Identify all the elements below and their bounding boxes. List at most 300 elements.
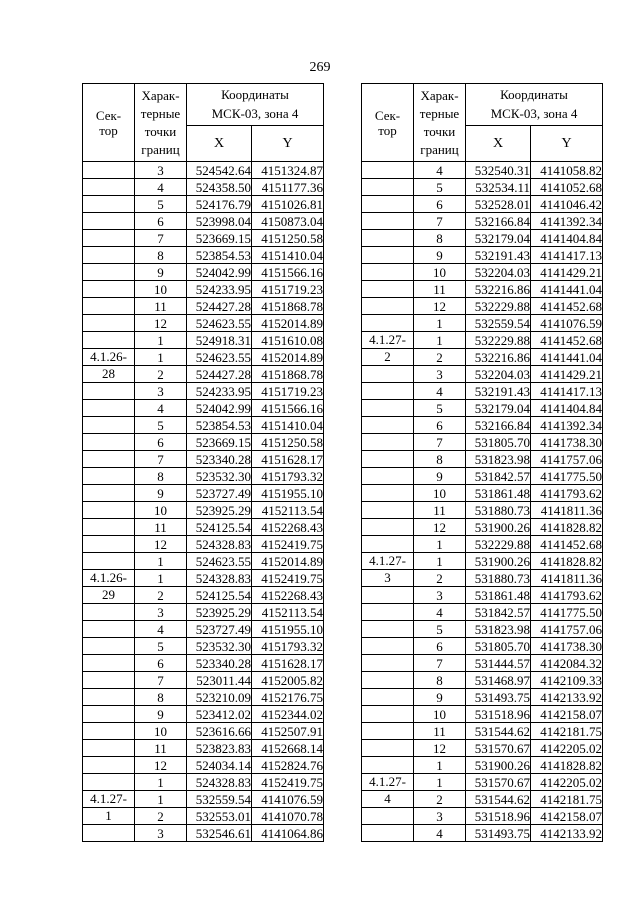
point-number-cell: 5 (135, 196, 187, 213)
y-coordinate-cell: 4151719.23 (252, 383, 324, 400)
table-row (83, 298, 324, 315)
table-row (83, 349, 324, 366)
y-coordinate-cell: 4151410.04 (252, 417, 324, 434)
y-coordinate-cell: 4141417.13 (531, 383, 603, 400)
point-number-cell: 9 (135, 485, 187, 502)
x-coordinate-cell: 524623.55 (187, 553, 252, 570)
coordinates-header (187, 84, 324, 126)
sector-label: 1 (105, 808, 112, 823)
sector-cell (362, 502, 414, 519)
point-number-cell: 1 (135, 570, 187, 587)
sector-cell (83, 655, 135, 672)
y-coordinate-cell: 4141811.36 (531, 570, 603, 587)
y-coordinate-cell: 4151955.10 (252, 621, 324, 638)
point-number-cell: 7 (414, 213, 466, 230)
point-number-cell: 3 (414, 587, 466, 604)
y-coordinate-cell: 4152005.82 (252, 672, 324, 689)
y-coordinate-cell: 4151793.32 (252, 638, 324, 655)
table-row (83, 621, 324, 638)
x-coordinate-cell: 524328.83 (187, 570, 252, 587)
table-row (83, 451, 324, 468)
point-number-cell: 8 (414, 230, 466, 247)
y-coordinate-cell: 4141441.04 (531, 349, 603, 366)
x-coordinate-cell: 532191.43 (466, 247, 531, 264)
y-coordinate-cell: 4151628.17 (252, 655, 324, 672)
y-coordinate-cell: 4142181.75 (531, 723, 603, 740)
points-header-line: Харак- (420, 87, 459, 103)
table-row (362, 655, 603, 672)
points-header (414, 84, 466, 162)
sector-label: 4.1.27- (369, 332, 406, 347)
table-row (83, 791, 324, 808)
table-row (83, 485, 324, 502)
point-number-cell: 10 (135, 502, 187, 519)
table-row (362, 587, 603, 604)
y-header: Y (252, 125, 324, 161)
x-coordinate-cell: 524542.64 (187, 162, 252, 179)
sector-cell (362, 740, 414, 757)
point-number-cell: 6 (135, 213, 187, 230)
x-coordinate-cell: 523011.44 (187, 672, 252, 689)
sector-cell (362, 400, 414, 417)
table-row (362, 604, 603, 621)
sector-cell (83, 315, 135, 332)
x-coordinate-cell: 524328.83 (187, 536, 252, 553)
x-coordinate-cell: 523210.09 (187, 689, 252, 706)
x-coordinate-cell: 532528.01 (466, 196, 531, 213)
sector-cell (362, 332, 414, 349)
point-number-cell: 1 (135, 349, 187, 366)
x-coordinate-cell: 524125.54 (187, 587, 252, 604)
point-number-cell: 3 (135, 383, 187, 400)
table-row (83, 519, 324, 536)
table-row (83, 706, 324, 723)
y-coordinate-cell: 4152419.75 (252, 536, 324, 553)
sector-label: 4.1.26- (90, 349, 127, 364)
sector-label: 29 (102, 587, 115, 602)
sector-cell (362, 757, 414, 774)
y-coordinate-cell: 4142133.92 (531, 825, 603, 842)
x-coordinate-cell: 532179.04 (466, 400, 531, 417)
x-coordinate-cell: 531468.97 (466, 672, 531, 689)
sector-cell (362, 315, 414, 332)
table-row (362, 791, 603, 808)
point-number-cell: 2 (414, 349, 466, 366)
point-number-cell: 4 (414, 383, 466, 400)
sector-cell (362, 417, 414, 434)
table-row (83, 825, 324, 842)
x-coordinate-cell: 523727.49 (187, 485, 252, 502)
point-number-cell: 1 (414, 774, 466, 791)
sector-cell (362, 672, 414, 689)
x-coordinate-cell: 523340.28 (187, 655, 252, 672)
coordinates-header (466, 84, 603, 126)
point-number-cell: 11 (135, 519, 187, 536)
point-number-cell: 10 (414, 264, 466, 281)
sector-cell (83, 774, 135, 791)
table-row (362, 434, 603, 451)
coordinates-header-line: МСК-03, зона 4 (211, 106, 299, 122)
point-number-cell: 7 (414, 655, 466, 672)
table-row (362, 417, 603, 434)
sector-cell (83, 417, 135, 434)
point-number-cell: 4 (135, 621, 187, 638)
points-header-line: терные (419, 105, 460, 121)
x-coordinate-cell: 524328.83 (187, 774, 252, 791)
x-coordinate-cell: 523669.15 (187, 434, 252, 451)
table-row (362, 468, 603, 485)
x-coordinate-cell: 524918.31 (187, 332, 252, 349)
x-coordinate-cell: 532179.04 (466, 230, 531, 247)
x-coordinate-cell: 524623.55 (187, 349, 252, 366)
coordinates-header-line: Координаты (500, 87, 568, 103)
table-row (83, 655, 324, 672)
sector-cell (362, 434, 414, 451)
table-row (83, 383, 324, 400)
sector-cell (362, 689, 414, 706)
point-number-cell: 2 (414, 570, 466, 587)
y-coordinate-cell: 4151250.58 (252, 434, 324, 451)
point-number-cell: 1 (135, 774, 187, 791)
x-coordinate-cell: 523340.28 (187, 451, 252, 468)
x-coordinate-cell: 524125.54 (187, 519, 252, 536)
table-row (362, 825, 603, 842)
table-row (83, 570, 324, 587)
point-number-cell: 9 (414, 468, 466, 485)
sector-cell (362, 230, 414, 247)
point-number-cell: 12 (135, 757, 187, 774)
x-coordinate-cell: 523925.29 (187, 502, 252, 519)
x-coordinate-cell: 531444.57 (466, 655, 531, 672)
points-header-line: границ (141, 141, 180, 157)
x-coordinate-cell: 524427.28 (187, 366, 252, 383)
sector-cell (83, 298, 135, 315)
x-coordinate-cell: 524427.28 (187, 298, 252, 315)
sector-cell (362, 247, 414, 264)
sector-header-line: Сек- (95, 107, 122, 123)
sector-cell (362, 485, 414, 502)
y-coordinate-cell: 4151566.16 (252, 264, 324, 281)
y-coordinate-cell: 4141404.84 (531, 230, 603, 247)
y-coordinate-cell: 4141392.34 (531, 213, 603, 230)
y-coordinate-cell: 4141052.68 (531, 179, 603, 196)
points-header-line: точки (423, 123, 456, 139)
sector-cell (362, 366, 414, 383)
y-coordinate-cell: 4141828.82 (531, 757, 603, 774)
point-number-cell: 7 (135, 672, 187, 689)
table-row (83, 638, 324, 655)
x-coordinate-cell: 532553.01 (187, 808, 252, 825)
y-coordinate-cell: 4152014.89 (252, 349, 324, 366)
table-row (362, 638, 603, 655)
sector-header-line: тор (378, 122, 397, 138)
x-coordinate-cell: 523854.53 (187, 417, 252, 434)
y-coordinate-cell: 4151868.78 (252, 298, 324, 315)
y-coordinate-cell: 4152268.43 (252, 519, 324, 536)
point-number-cell: 7 (135, 230, 187, 247)
sector-cell (83, 791, 135, 808)
sector-cell (362, 298, 414, 315)
table-row (83, 247, 324, 264)
sector-header-line: Сек- (374, 107, 401, 123)
point-number-cell: 5 (414, 621, 466, 638)
table-row (83, 502, 324, 519)
table-row (83, 689, 324, 706)
sector-cell (362, 281, 414, 298)
point-number-cell: 5 (414, 400, 466, 417)
x-coordinate-cell: 531900.26 (466, 553, 531, 570)
point-number-cell: 12 (414, 298, 466, 315)
table-row (362, 502, 603, 519)
point-number-cell: 1 (414, 332, 466, 349)
table-row (362, 281, 603, 298)
sector-cell (83, 213, 135, 230)
point-number-cell: 4 (414, 604, 466, 621)
y-coordinate-cell: 4151250.58 (252, 230, 324, 247)
x-coordinate-cell: 531805.70 (466, 638, 531, 655)
coordinates-header-line: МСК-03, зона 4 (490, 106, 578, 122)
point-number-cell: 2 (135, 808, 187, 825)
table-row (83, 264, 324, 281)
x-coordinate-cell: 532216.86 (466, 349, 531, 366)
x-coordinate-cell: 531880.73 (466, 570, 531, 587)
table-row (362, 757, 603, 774)
sector-cell (83, 281, 135, 298)
sector-cell (83, 332, 135, 349)
sector-cell (83, 264, 135, 281)
table-row (83, 213, 324, 230)
x-coordinate-cell: 523532.30 (187, 468, 252, 485)
y-coordinate-cell: 4141076.59 (531, 315, 603, 332)
point-number-cell: 9 (135, 264, 187, 281)
point-number-cell: 1 (414, 536, 466, 553)
point-number-cell: 8 (414, 672, 466, 689)
point-number-cell: 1 (414, 553, 466, 570)
sector-cell (362, 383, 414, 400)
x-coordinate-cell: 531570.67 (466, 774, 531, 791)
y-coordinate-cell: 4141452.68 (531, 536, 603, 553)
sector-cell (362, 621, 414, 638)
sector-cell (83, 723, 135, 740)
y-coordinate-cell: 4151719.23 (252, 281, 324, 298)
sector-cell (83, 383, 135, 400)
x-coordinate-cell: 532229.88 (466, 536, 531, 553)
y-coordinate-cell: 4141793.62 (531, 485, 603, 502)
table-row (83, 366, 324, 383)
table-row (83, 162, 324, 179)
table-row (362, 740, 603, 757)
points-header (135, 84, 187, 162)
table-row (83, 723, 324, 740)
table-row (83, 468, 324, 485)
sector-label: 4.1.27- (369, 774, 406, 789)
sector-cell (83, 179, 135, 196)
x-coordinate-cell: 531518.96 (466, 808, 531, 825)
point-number-cell: 11 (414, 281, 466, 298)
x-coordinate-cell: 524176.79 (187, 196, 252, 213)
table-row (83, 553, 324, 570)
sector-label: 4 (384, 791, 391, 806)
table-row (362, 366, 603, 383)
x-coordinate-cell: 531842.57 (466, 468, 531, 485)
y-coordinate-cell: 4152507.91 (252, 723, 324, 740)
point-number-cell: 4 (135, 400, 187, 417)
sector-cell (362, 655, 414, 672)
point-number-cell: 2 (414, 791, 466, 808)
sector-cell (362, 213, 414, 230)
point-number-cell: 5 (135, 638, 187, 655)
sector-cell (83, 485, 135, 502)
table-row (362, 723, 603, 740)
sector-header-line: тор (99, 122, 118, 138)
y-coordinate-cell: 4141076.59 (252, 791, 324, 808)
point-number-cell: 7 (135, 451, 187, 468)
table-row (83, 672, 324, 689)
y-coordinate-cell: 4141429.21 (531, 264, 603, 281)
x-coordinate-cell: 523532.30 (187, 638, 252, 655)
x-coordinate-cell: 531861.48 (466, 485, 531, 502)
point-number-cell: 4 (414, 162, 466, 179)
point-number-cell: 8 (135, 247, 187, 264)
table-row (362, 400, 603, 417)
y-coordinate-cell: 4141452.68 (531, 332, 603, 349)
table-row (83, 196, 324, 213)
point-number-cell: 12 (414, 519, 466, 536)
sector-cell (362, 451, 414, 468)
sector-cell (83, 196, 135, 213)
x-coordinate-cell: 532546.61 (187, 825, 252, 842)
y-coordinate-cell: 4152113.54 (252, 604, 324, 621)
table-row (362, 774, 603, 791)
y-coordinate-cell: 4151868.78 (252, 366, 324, 383)
point-number-cell: 12 (135, 315, 187, 332)
point-number-cell: 11 (135, 298, 187, 315)
y-coordinate-cell: 4142205.02 (531, 740, 603, 757)
sector-label: 4.1.26- (90, 570, 127, 585)
y-coordinate-cell: 4150873.04 (252, 213, 324, 230)
table-row (362, 332, 603, 349)
sector-cell (83, 400, 135, 417)
y-coordinate-cell: 4141775.50 (531, 468, 603, 485)
sector-cell (83, 451, 135, 468)
table-row (83, 179, 324, 196)
y-coordinate-cell: 4142133.92 (531, 689, 603, 706)
x-coordinate-cell: 523925.29 (187, 604, 252, 621)
sector-cell (83, 570, 135, 587)
point-number-cell: 4 (135, 179, 187, 196)
table-row (83, 281, 324, 298)
y-coordinate-cell: 4152668.14 (252, 740, 324, 757)
sector-cell (362, 638, 414, 655)
table-row (362, 230, 603, 247)
point-number-cell: 12 (414, 740, 466, 757)
table-row (362, 213, 603, 230)
y-coordinate-cell: 4151566.16 (252, 400, 324, 417)
x-coordinate-cell: 532166.84 (466, 213, 531, 230)
x-coordinate-cell: 531518.96 (466, 706, 531, 723)
page-number: 269 (309, 60, 331, 75)
point-number-cell: 3 (135, 162, 187, 179)
point-number-cell: 8 (135, 689, 187, 706)
sector-cell (83, 349, 135, 366)
y-coordinate-cell: 4141441.04 (531, 281, 603, 298)
x-coordinate-cell: 532534.11 (466, 179, 531, 196)
y-coordinate-cell: 4141452.68 (531, 298, 603, 315)
point-number-cell: 3 (414, 808, 466, 825)
table-row (362, 672, 603, 689)
table-row (362, 621, 603, 638)
sector-cell (83, 553, 135, 570)
sector-cell (83, 230, 135, 247)
y-coordinate-cell: 4141429.21 (531, 366, 603, 383)
table-row (362, 519, 603, 536)
x-coordinate-cell: 523998.04 (187, 213, 252, 230)
table-row (362, 570, 603, 587)
point-number-cell: 11 (135, 740, 187, 757)
table-row (362, 536, 603, 553)
sector-cell (362, 519, 414, 536)
sector-cell (83, 247, 135, 264)
y-coordinate-cell: 4141738.30 (531, 638, 603, 655)
x-coordinate-cell: 532559.54 (466, 315, 531, 332)
y-coordinate-cell: 4141828.82 (531, 519, 603, 536)
y-coordinate-cell: 4152014.89 (252, 553, 324, 570)
point-number-cell: 6 (135, 434, 187, 451)
y-coordinate-cell: 4152113.54 (252, 502, 324, 519)
y-coordinate-cell: 4151324.87 (252, 162, 324, 179)
sector-cell (83, 825, 135, 842)
point-number-cell: 3 (135, 825, 187, 842)
point-number-cell: 3 (135, 604, 187, 621)
sector-label: 4.1.27- (369, 553, 406, 568)
y-coordinate-cell: 4151026.81 (252, 196, 324, 213)
table-row (83, 417, 324, 434)
table-row (362, 349, 603, 366)
y-header: Y (531, 125, 603, 161)
table-row (362, 162, 603, 179)
table-row (83, 757, 324, 774)
y-coordinate-cell: 4151628.17 (252, 451, 324, 468)
table-row (362, 808, 603, 825)
table-row (362, 553, 603, 570)
point-number-cell: 2 (135, 587, 187, 604)
point-number-cell: 1 (414, 757, 466, 774)
sector-label: 4.1.27- (90, 791, 127, 806)
point-number-cell: 5 (135, 417, 187, 434)
table-row (362, 264, 603, 281)
point-number-cell: 10 (414, 485, 466, 502)
x-coordinate-cell: 531880.73 (466, 502, 531, 519)
x-coordinate-cell: 531823.98 (466, 451, 531, 468)
sector-cell (362, 264, 414, 281)
sector-cell (362, 723, 414, 740)
x-coordinate-cell: 532204.03 (466, 264, 531, 281)
table-row (83, 740, 324, 757)
point-number-cell: 1 (135, 553, 187, 570)
sector-label: 2 (384, 349, 391, 364)
y-coordinate-cell: 4151610.08 (252, 332, 324, 349)
y-coordinate-cell: 4152268.43 (252, 587, 324, 604)
y-coordinate-cell: 4142181.75 (531, 791, 603, 808)
x-coordinate-cell: 531861.48 (466, 587, 531, 604)
table-row (83, 400, 324, 417)
y-coordinate-cell: 4141775.50 (531, 604, 603, 621)
point-number-cell: 9 (135, 706, 187, 723)
point-number-cell: 6 (414, 638, 466, 655)
sector-cell (362, 604, 414, 621)
point-number-cell: 11 (414, 723, 466, 740)
x-coordinate-cell: 523412.02 (187, 706, 252, 723)
